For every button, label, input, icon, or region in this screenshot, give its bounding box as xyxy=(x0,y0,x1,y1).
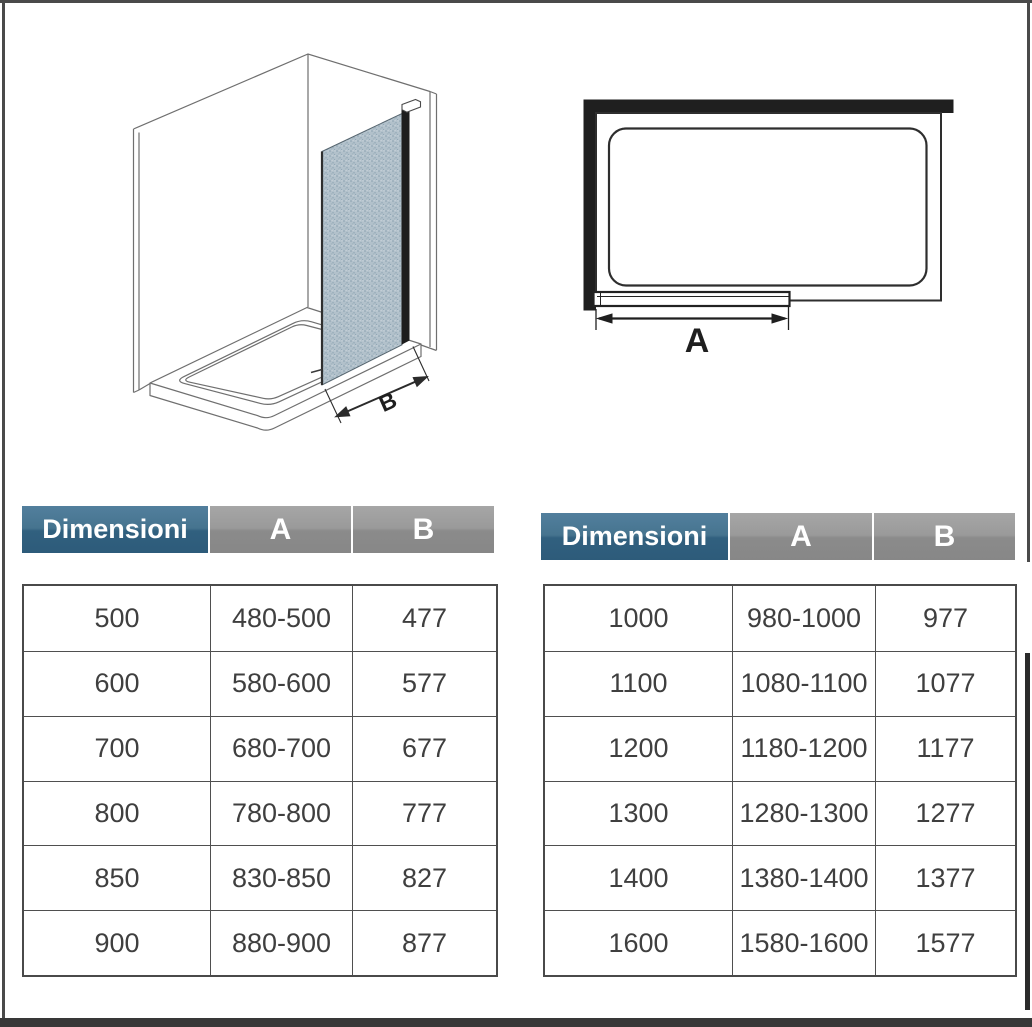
table-cell: 977 xyxy=(875,586,1015,651)
header-cell-b: B xyxy=(874,513,1015,560)
frame-border-right-lower xyxy=(1025,653,1030,1010)
left-wall xyxy=(584,100,597,311)
right-table-header xyxy=(541,513,1015,560)
dimension-a-label: A xyxy=(684,322,710,360)
table-cell: 577 xyxy=(352,651,496,716)
table-cell: 580-600 xyxy=(210,651,352,716)
table-cell: 777 xyxy=(352,781,496,846)
table-cell: 800 xyxy=(24,781,210,846)
glass-panel-top-view xyxy=(594,292,790,306)
table-cell: 980-1000 xyxy=(732,586,875,651)
frame-border-top xyxy=(0,0,1032,3)
glass-frame-bar xyxy=(402,107,410,345)
table-cell: 1377 xyxy=(875,845,1015,910)
table-cell: 1580-1600 xyxy=(732,910,875,975)
table-cell: 1000 xyxy=(608,602,669,633)
header-cell-a: A xyxy=(210,506,351,553)
table-cell: 680-700 xyxy=(210,716,352,781)
table-cell: 830-850 xyxy=(210,845,352,910)
perspective-diagram xyxy=(134,54,437,430)
table-cell: 1400 xyxy=(545,845,732,910)
table-cell: 480-500 xyxy=(210,586,352,651)
table-cell: 1100 xyxy=(545,651,732,716)
tray-outline xyxy=(596,113,941,301)
table-cell: 1077 xyxy=(875,651,1015,716)
top-wall xyxy=(584,100,954,114)
left-table-header xyxy=(22,506,494,553)
right-table-body xyxy=(543,584,1017,977)
header-cell-b: B xyxy=(353,506,494,553)
table-cell: 700 xyxy=(24,716,210,781)
top-view-diagram xyxy=(584,100,954,361)
frame-border-bottom xyxy=(0,1018,1032,1027)
header-cell-dimensioni: Dimensioni xyxy=(22,506,208,553)
table-cell: 880-900 xyxy=(210,910,352,975)
top-bracket xyxy=(402,100,421,113)
glass-panel xyxy=(311,100,421,386)
table-cell: 1180-1200 xyxy=(732,716,875,781)
table-cell: 1177 xyxy=(875,716,1015,781)
table-cell: 677 xyxy=(352,716,496,781)
table-cell: 600 xyxy=(24,651,210,716)
table-cell: 1577 xyxy=(875,910,1015,975)
table-cell: 477 xyxy=(352,586,496,651)
table-cell: 780-800 xyxy=(210,781,352,846)
frame-border-left xyxy=(2,0,5,1027)
table-cell: 1200 xyxy=(545,716,732,781)
dimension-b-label: B xyxy=(374,386,401,417)
table-cell: 850 xyxy=(24,845,210,910)
table-cell: 1380-1400 xyxy=(732,845,875,910)
table-cell: 1080-1100 xyxy=(732,651,875,716)
table-cell: 877 xyxy=(352,910,496,975)
diagrams-svg xyxy=(0,0,1032,480)
table-cell: 827 xyxy=(352,845,496,910)
frame-border-right-upper xyxy=(1027,0,1030,562)
left-table-body xyxy=(22,584,498,977)
table-cell: 1277 xyxy=(875,781,1015,846)
table-cell: 1280-1300 xyxy=(732,781,875,846)
table-cell: 500 xyxy=(94,602,140,633)
table-cell: 900 xyxy=(24,910,210,975)
table-cell: 1600 xyxy=(545,910,732,975)
table-cell: 1300 xyxy=(545,781,732,846)
header-cell-a: A xyxy=(730,513,872,560)
header-cell-dimensioni: Dimensioni xyxy=(541,513,728,560)
